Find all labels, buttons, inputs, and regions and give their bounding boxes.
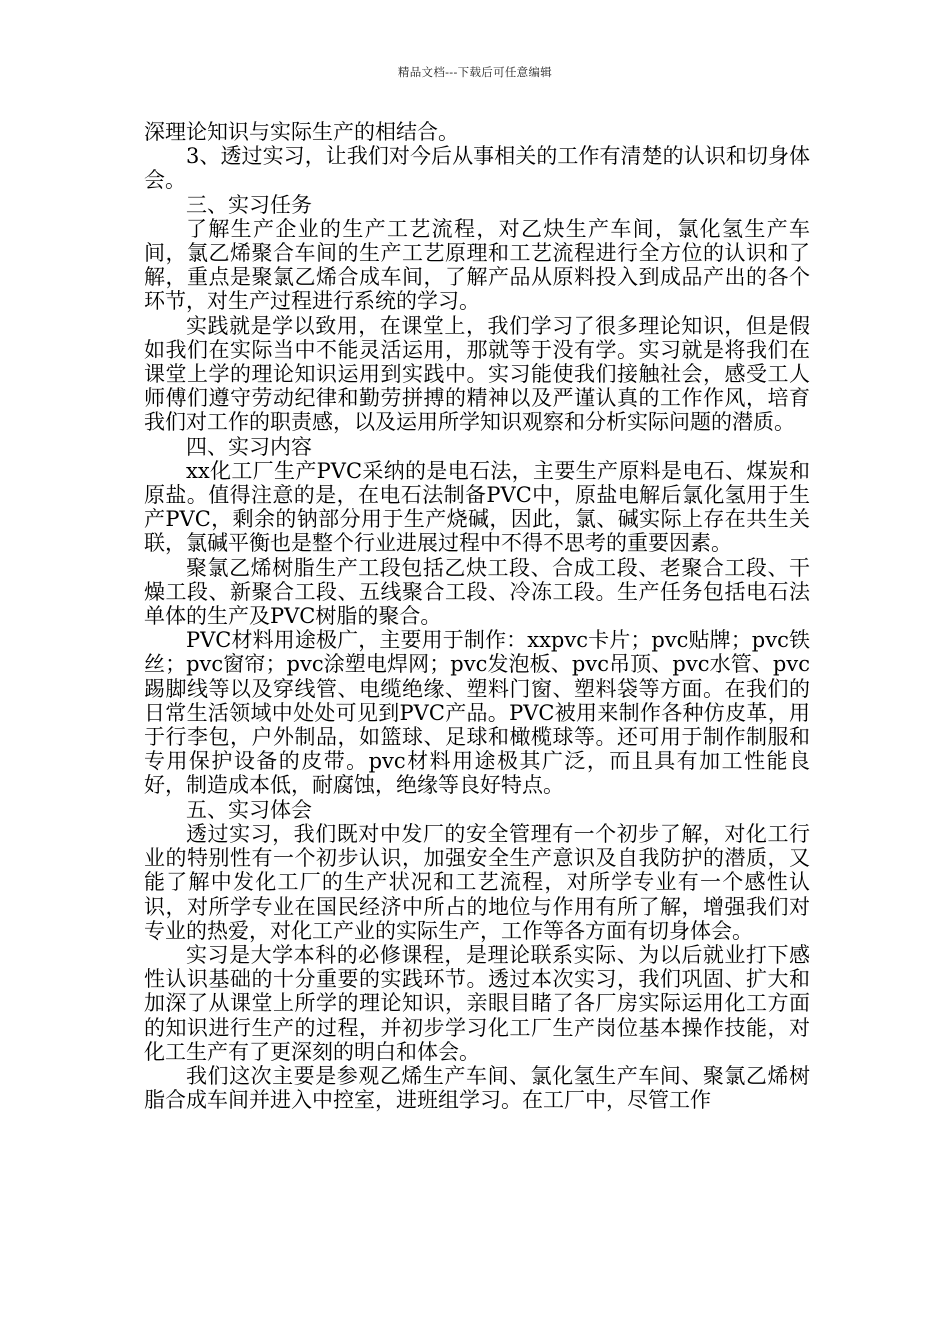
paragraph-pvc-uses: PVC材料用途极广，主要用于制作：xxpvc卡片；pvc贴牌；pvc铁丝；pvc窗帘；pvc涂塑电焊网；pvc发泡板、pvc吊顶、pvc水管、pvc踢脚线等以及穿线管、电缆绝缘、塑料门窗、塑料袋等方面。在我们的日常生活领域中处处可见到PVC产品。PVC被用来制作各种仿皮革，用于行李包，户外制品，如篮球、足球和橄榄球等。还可用于制作制服和专用保护设备的皮带。pvc材料用途极其广泛，而且具有加工性能良好，制造成本低，耐腐蚀，绝缘等良好特点。 bbox=[144, 628, 810, 798]
paragraph-continuation: 深理论知识与实际生产的相结合。 bbox=[144, 120, 459, 144]
paragraph-experience-3: 我们这次主要是参观乙烯生产车间、氯化氢生产车间、聚氯乙烯树脂合成车间并进入中控室，进班组学习。在工厂中，尽管工作 bbox=[144, 1063, 810, 1113]
document-body bbox=[144, 120, 810, 1112]
paragraph-sections: 聚氯乙烯树脂生产工段包括乙炔工段、合成工段、老聚合工段、干燥工段、新聚合工段、五线聚合工段、冷冻工段。生产任务包括电石法单体的生产及PVC树脂的聚合。 bbox=[144, 555, 810, 629]
section-heading-tasks: 三、实习任务 bbox=[186, 192, 312, 217]
paragraph-experience-1: 透过实习，我们既对中发厂的安全管理有一个初步了解，对化工行业的特别性有一个初步认识，加强安全生产意识及自我防护的潜质，又能了解中发化工厂的生产状况和工艺流程，对所学专业有一个感性认识，对所学专业在国民经济中所占的地位与作用有所了解，增强我们对专业的热爱，对化工产业的实际生产，工作等各方面有切身体会。 bbox=[144, 821, 810, 943]
paragraph-practice: 实践就是学以致用，在课堂上，我们学习了很多理论知识，但是假如我们在实际当中不能灵活运用，那就等于没有学。实习就是将我们在课堂上学的理论知识运用到实践中。实习能使我们接触社会，感受工人师傅们遵守劳动纪律和勤劳拼搏的精神以及严谨认真的工作作风，培育我们对工作的职责感，以及运用所学知识观察和分析实际问题的潜质。 bbox=[144, 313, 810, 435]
page-header: 精品文档---下载后可任意编辑 bbox=[397, 65, 553, 79]
paragraph-tasks: 了解生产企业的生产工艺流程，对乙炔生产车间，氯化氢生产车间，氯乙烯聚合车间的生产工艺原理和工艺流程进行全方位的认识和了解，重点是聚氯乙烯合成车间，了解产品从原料投入到成品产出的各个环节，对生产过程进行系统的学习。 bbox=[144, 216, 810, 314]
paragraph-point-3: 3、透过实习，让我们对今后从事相关的工作有清楚的认识和切身体会。 bbox=[144, 144, 810, 193]
paragraph-experience-2: 实习是大学本科的必修课程，是理论联系实际、为以后就业打下感性认识基础的十分重要的实践环节。透过本次实习，我们巩固、扩大和加深了从课堂上所学的理论知识，亲眼目睹了各厂房实际运用化工方面的知识进行生产的过程，并初步学习化工厂生产岗位基本操作技能，对化工生产有了更深刻的明白和体会。 bbox=[144, 942, 810, 1064]
section-heading-content: 四、实习内容 bbox=[186, 434, 312, 459]
paragraph-pvc-process: xx化工厂生产PVC采纳的是电石法，主要生产原料是电石、煤炭和原盐。值得注意的是，在电石法制备PVC中，原盐电解后氯化氢用于生产PVC，剩余的钠部分用于生产烧碱，因此，氯、碱实际上存在共生关联，氯碱平衡也是整个行业进展过程中不得不思考的重要因素。 bbox=[144, 458, 810, 556]
section-heading-experience: 五、实习体会 bbox=[186, 797, 312, 822]
